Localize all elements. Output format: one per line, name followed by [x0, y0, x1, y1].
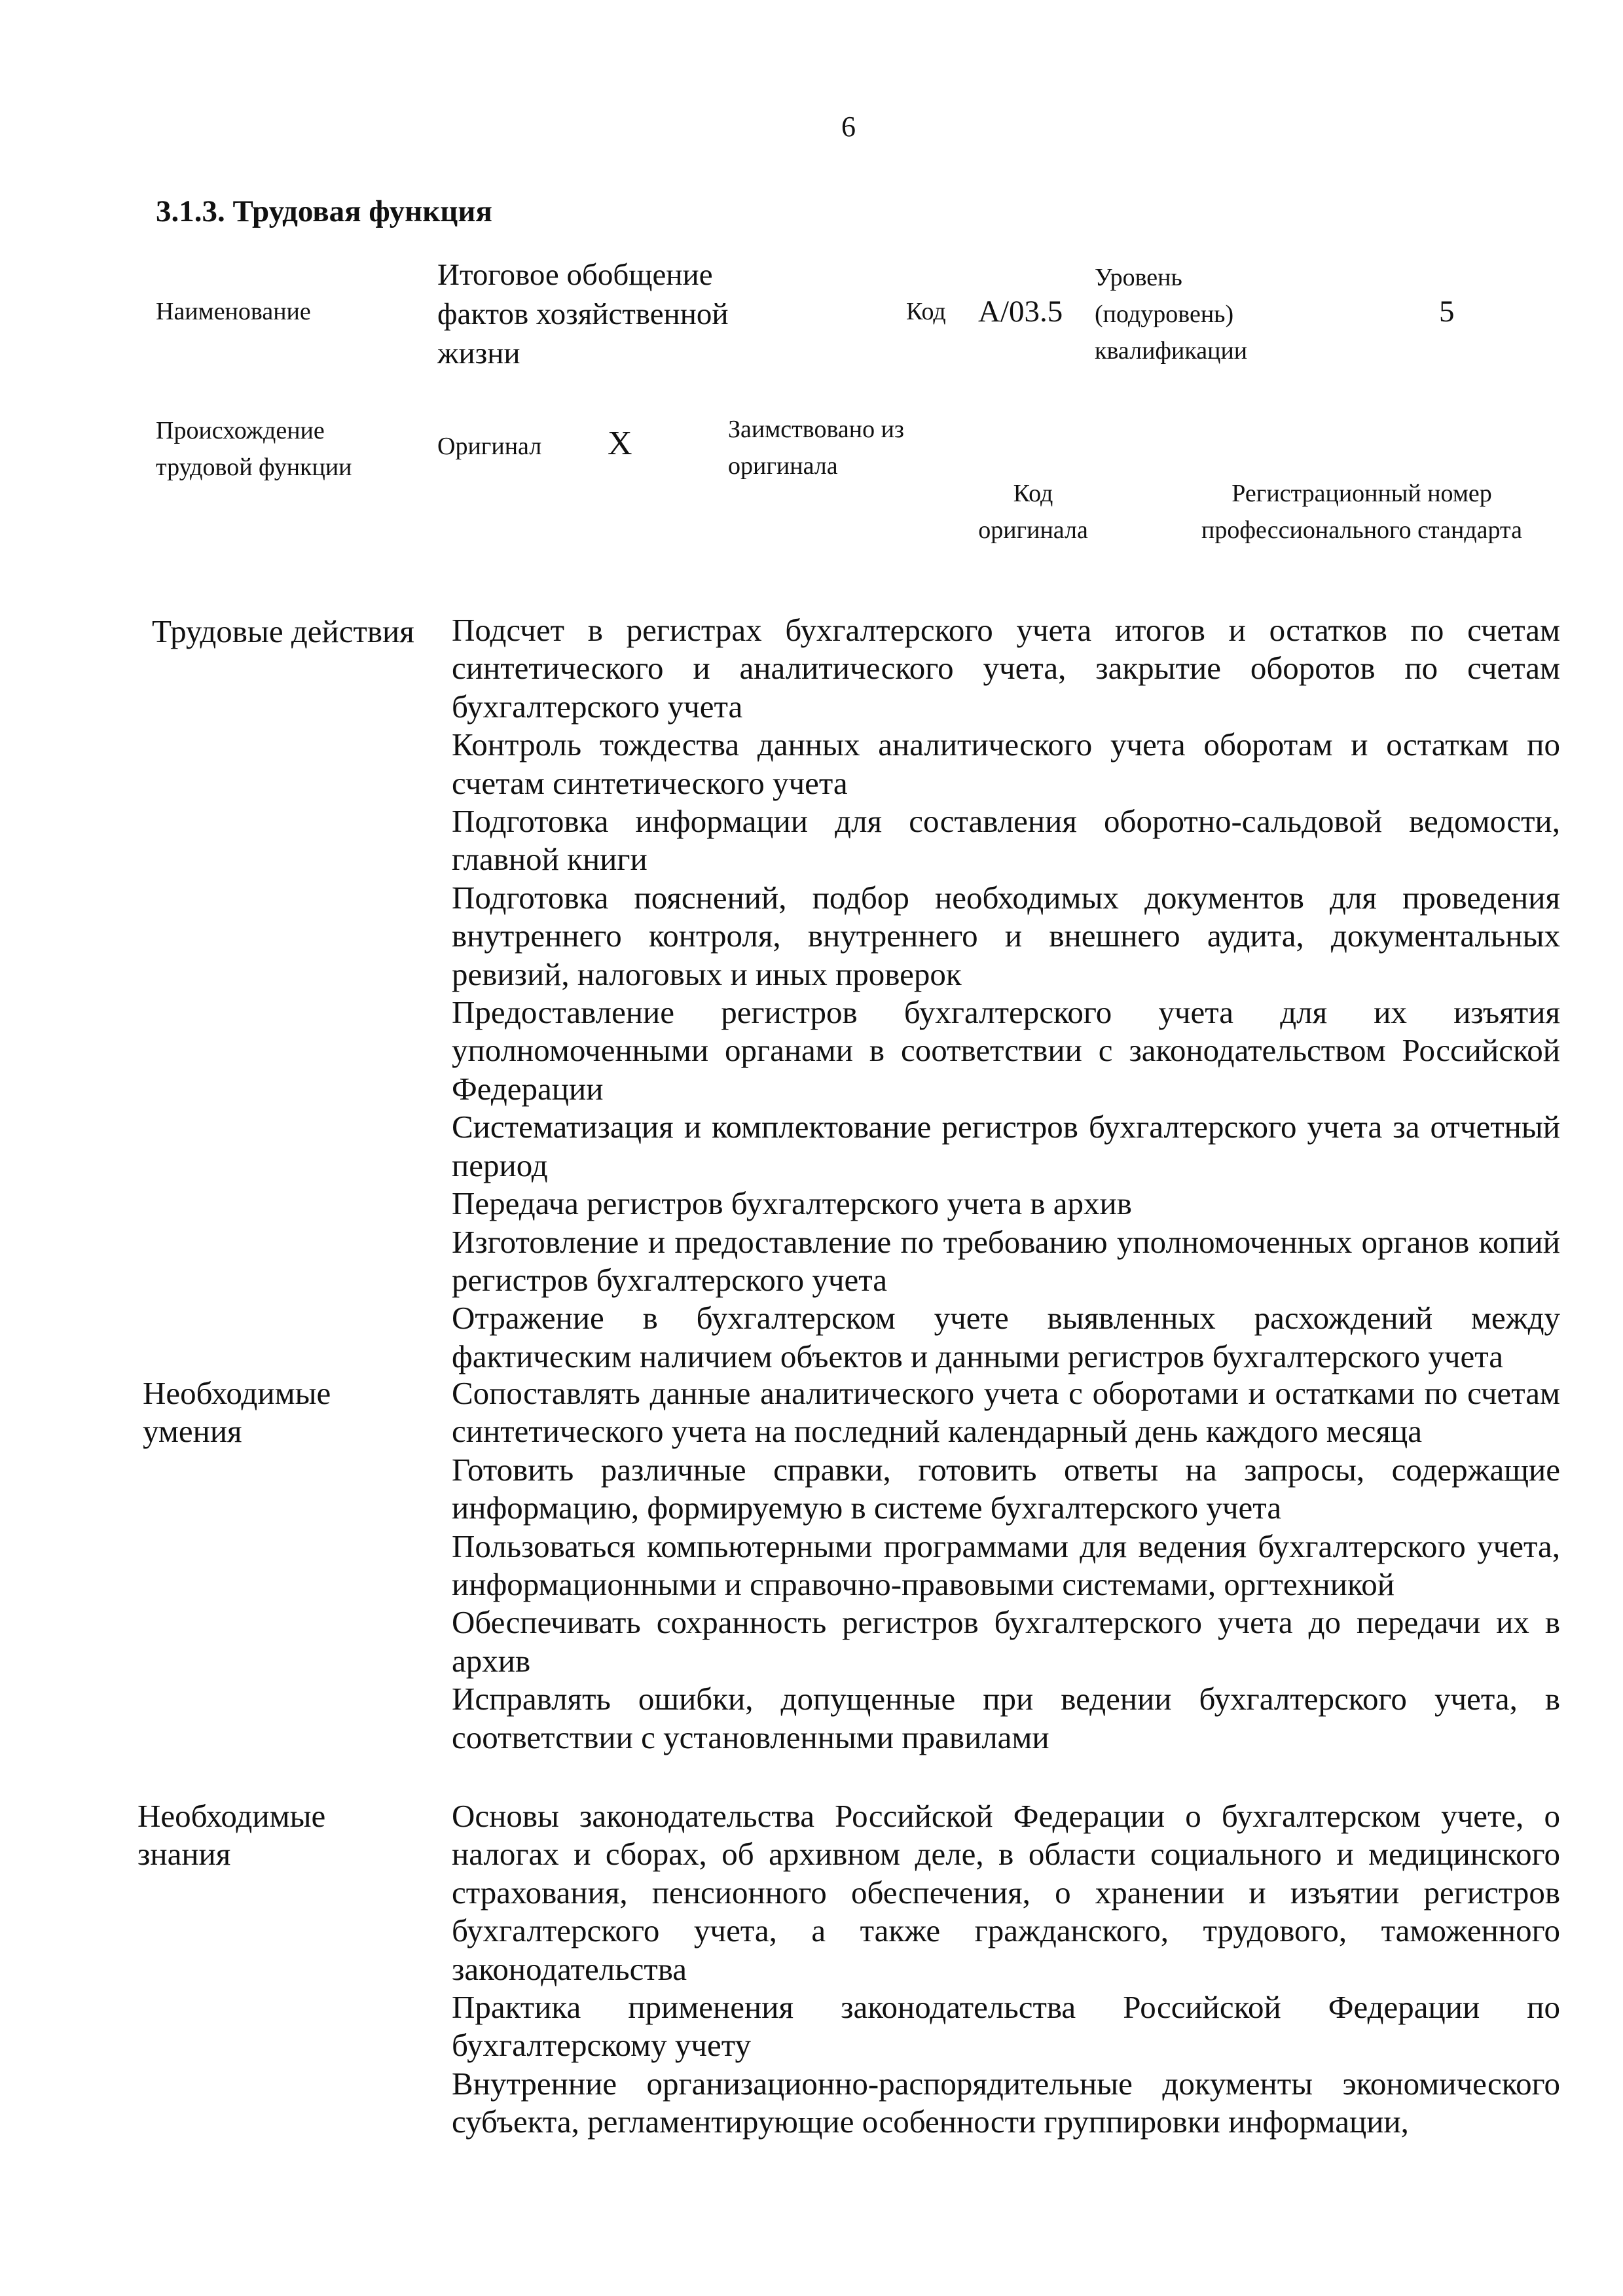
- reg-number: Регистрационный номер профессионального стандарта: [1201, 480, 1522, 544]
- list-item: Систематизация и комплектование регистров бухгалтерского учета за отчетный период: [452, 1109, 1560, 1183]
- list-item: Контроль тождества данных аналитического учета оборотам и остаткам по счетам синтетического учета: [452, 726, 1560, 801]
- original-label: Оригинал: [437, 433, 542, 460]
- origin-label: Происхождение трудовой функции: [156, 417, 352, 481]
- list-item: Пользоваться компьютерными программами для ведения бухгалтерского учета, информационными и справочно-правовыми системами, оргтехникой: [452, 1528, 1560, 1603]
- list-item: Сопоставлять данные аналитического учета с оборотами и остатками по счетам синтетического учета на последний календарный день каждого месяца: [452, 1375, 1560, 1450]
- list-item: Отражение в бухгалтерском учете выявленных расхождений между фактическим наличием объектов и данными регистров бухгалтерского учета: [452, 1300, 1560, 1374]
- list-item: Основы законодательства Российской Федерации о бухгалтерском учете, о налогах и сборах, об архивном деле, в области социального и медицинского страхования, пенсионного обеспечения, о хранении и изъятии регистров бухгалтерского учета, а также гражданского, трудового, таможенного законодательства: [452, 1798, 1560, 1987]
- list-item: Изготовление и предоставление по требованию уполномоченных органов копий регистров бухгалтерского учета: [452, 1223, 1560, 1298]
- labor-actions-list: [452, 611, 1560, 1376]
- required-skills-list: [452, 1374, 1560, 1757]
- required-skills-label: Необходимые умения: [143, 1375, 331, 1449]
- list-item: Практика применения законодательства Российской Федерации по бухгалтерскому учету: [452, 1989, 1560, 2064]
- list-item: Передача регистров бухгалтерского учета в архив: [452, 1185, 1132, 1222]
- name-label: Наименование: [156, 298, 311, 325]
- required-knowledge-list: [452, 1797, 1560, 2142]
- labor-actions-label: Трудовые действия: [152, 613, 414, 649]
- code-value: A/03.5: [978, 295, 1063, 329]
- level-value: 5: [1439, 295, 1455, 329]
- code-of-original: Код оригинала: [978, 480, 1088, 544]
- level-label: Уровень (подуровень) квалификации: [1095, 264, 1248, 365]
- code-label: Код: [906, 298, 946, 325]
- list-item: Подготовка пояснений, подбор необходимых документов для проведения внутреннего контроля, внутреннего и внешнего аудита, документальных ревизий, налоговых и иных проверок: [452, 879, 1560, 992]
- list-item: Внутренние организационно-распорядительные документы экономического субъекта, регламентирующие особенности группировки информации,: [452, 2065, 1560, 2140]
- list-item: Подготовка информации для составления оборотно-сальдовой ведомости, главной книги: [452, 803, 1560, 878]
- list-item: Исправлять ошибки, допущенные при ведении бухгалтерского учета, в соответствии с установленными правилами: [452, 1681, 1560, 1755]
- list-item: Подсчет в регистрах бухгалтерского учета итогов и остатков по счетам синтетического и аналитического учета, закрытие оборотов по счетам бухгалтерского учета: [452, 612, 1560, 725]
- original-mark: X: [608, 425, 632, 462]
- list-item: Готовить различные справки, готовить ответы на запросы, содержащие информацию, формируемую в системе бухгалтерского учета: [452, 1451, 1560, 1526]
- section-heading: 3.1.3. Трудовая функция: [156, 194, 492, 228]
- list-item: Предоставление регистров бухгалтерского учета для их изъятия уполномоченными органами в соответствии с законодательством Российской Федерации: [452, 994, 1560, 1107]
- list-item: Обеспечивать сохранность регистров бухгалтерского учета до передачи их в архив: [452, 1604, 1560, 1679]
- required-knowledge-label: Необходимые знания: [137, 1798, 326, 1872]
- page-number: 6: [841, 111, 856, 143]
- borrowed-label: Заимствовано из оригинала: [728, 416, 904, 480]
- name-value: Итоговое обобщение фактов хозяйственной жизни: [437, 258, 729, 370]
